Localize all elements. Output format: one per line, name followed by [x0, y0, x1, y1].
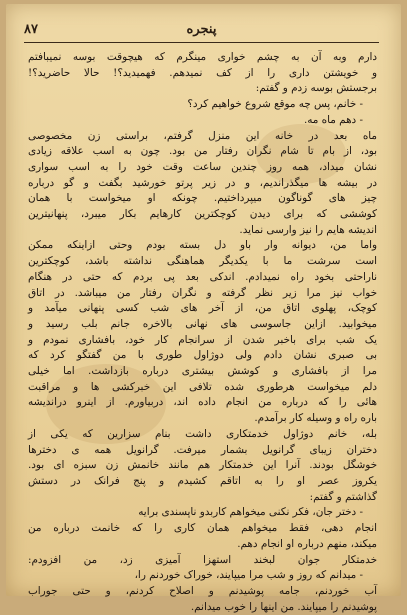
text-line: بود، از بام تا شام نگران رفتار من بود. چون به اسب علاقه زیادی	[28, 145, 377, 158]
text-line: اندیشه هایم را نیز وارسی نماید.	[239, 223, 377, 236]
running-title: پنجره	[186, 22, 217, 37]
text-line: باره راه و وسیله کار برآمدم.	[254, 412, 377, 425]
page-body-text	[28, 50, 377, 613]
text-line: و خویشتن داری را از کف نمیدهم. فهمیدید؟! حالا حاضرید؟!	[28, 66, 377, 79]
dialogue-line: - دهم ماه مه.	[303, 113, 363, 126]
text-line: کوچک، پهلوی اتاق من، از آخر های شب کسی پنهانی میآمد و	[28, 302, 377, 315]
text-line: بله، خانم دوژاول خدمتکاری داشت بنام سزارین که یکی از	[28, 427, 377, 440]
text-line: در بیشه ها میگذراندیم، و در زیر پرتو خورشید بگفت و گو درباره	[28, 176, 377, 189]
text-line: چیز های گوناگون میپرداختیم. چونکه او میخواست با همان	[28, 192, 377, 205]
text-line: خدمتکار جوان لبخند استهزا آمیزی زد، من افزودم:	[28, 553, 377, 566]
text-line: پوشیدنم را میپایند. من اینها را خوب میدانم.	[190, 600, 377, 613]
text-line: هائی را که درباره من انجام داده اند، دربیاورم. از اینرو دراندیشه	[28, 396, 377, 409]
text-line: کوششی که برای دیدن کوچکترین کارهایم بکار میبرد، پنهانیترین	[28, 208, 377, 221]
text-line: نشان میداد، همه روز چندین ساعت وقت خود را به اسب سواری	[28, 160, 377, 173]
page-number: ۸۷	[24, 22, 38, 37]
text-line: آب خوردنم، جامه پوشیدنم و اصلاح کردنم، و حتی جوراب	[28, 584, 377, 597]
text-line: دختران زیبای گرانویل بشمار میرفت. گرانویل همه ی دخترها	[28, 443, 377, 456]
book-page	[6, 4, 401, 613]
page-header	[24, 22, 379, 43]
text-line: یکروز عصر او را به اتاقم کشیدم و پنج فرانک در دستش	[28, 474, 377, 487]
dialogue-line: - دختر جان، فکر نکنی میخواهم کاربدو ناپسندی برایه	[138, 506, 363, 519]
text-line: یک شب برای باخبر شدن از سرانجام کار خود، بافشاری نمودم و	[28, 333, 377, 346]
text-line: میکند، منهم درباره او انجام دهم.	[237, 537, 377, 550]
text-line: ماه بعد در خانه این منزل گرفتم، براستی زن مخصوصی	[28, 129, 377, 142]
text-line: گذاشتم و گفتم:	[309, 490, 377, 503]
text-line: واما من، دیوانه وار باو دل بسته بودم وحتی ازاینکه ممکن	[28, 239, 377, 252]
text-line: دارم وبه آن به چشم خواری مینگرم که هیچوقت بوسه نمیبافتم	[28, 51, 377, 63]
text-line: خوشگل بودند. آنرا این خدمتکار هم مانند خانمش زن سبزه ای بود.	[28, 459, 377, 472]
text-line: مرا از بافشاری و کوشش بیشتری درباره بازداشت. اما خیلی	[28, 365, 377, 378]
text-line: برجستش بوسه زدم و گفتم:	[255, 82, 377, 95]
text-line: میخوابید. ازاین جاسوسی های نهانی بالاخره جانم بلب رسید و	[28, 317, 377, 330]
text-line: بی صبری نشان دادم ولی دوژاول طوری با من گفتگو کرد که	[28, 349, 377, 362]
text-line: دلم میخواست هرطوری شده تلافی این خبرکشی ها و مراقبت	[28, 380, 377, 393]
text-line: است سرشت ما با یکدیگر هماهنگی نداشته باشد، کوچکترین	[28, 255, 377, 268]
text-line: انجام دهی، فقط میخواهم همان کاری را که خانمت درباره من	[28, 522, 377, 535]
text-line: ناراحتی بخود راه نمیدادم. اندکی بعد پی بردم که حتی در هنگام	[28, 270, 377, 283]
dialogue-line: - میدانم که روز و شب مرا میپایند، خوراک خوردنم را،	[134, 569, 363, 582]
text-line: خواب نیز مرا زیر نظر گرفته و نگران رفتار من میباشد. در اتاق	[28, 286, 377, 299]
dialogue-line: - خانم، پس چه موقع شروع خواهیم کرد؟	[187, 98, 363, 111]
